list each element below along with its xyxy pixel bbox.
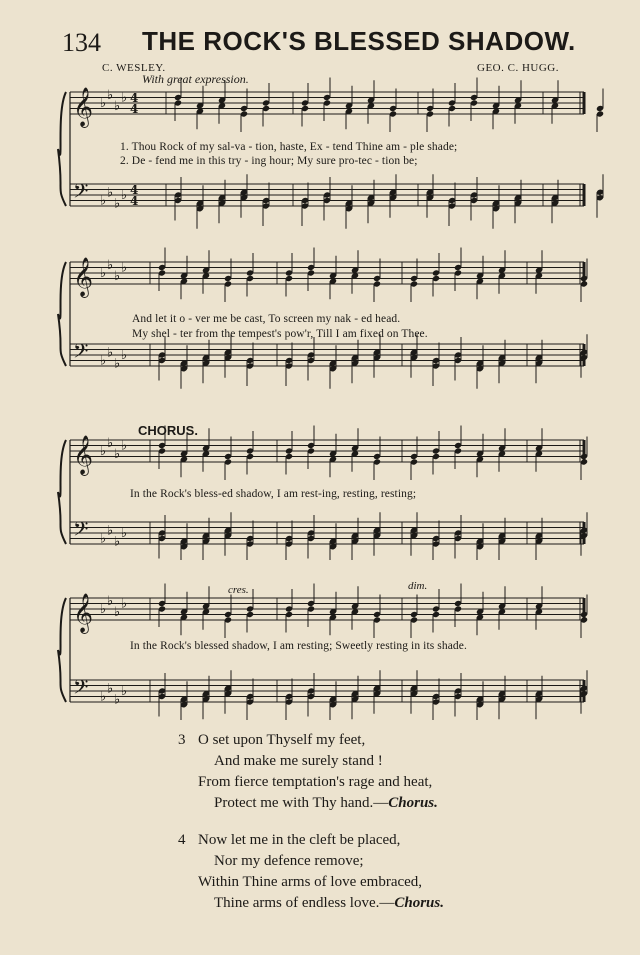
flat-icon: ♭ bbox=[100, 531, 107, 547]
lyric-line: 2. De - fend me in this try - ing hour; My sure pro-tec - tion be; bbox=[120, 155, 418, 167]
treble-clef-icon: 𝄞 bbox=[73, 435, 94, 475]
treble-clef-icon: 𝄞 bbox=[73, 593, 94, 633]
flat-icon: ♭ bbox=[100, 193, 107, 209]
page-number: 134 bbox=[62, 28, 101, 57]
flat-icon: ♭ bbox=[100, 353, 107, 369]
lyric-line: My shel - ter from the tempest's pow'r, Till I am fixed on Thee. bbox=[132, 328, 428, 340]
bass-clef-icon: 𝄢 bbox=[73, 675, 89, 704]
flat-icon: ♭ bbox=[121, 260, 128, 276]
verse-line: And make me surely stand ! bbox=[214, 753, 383, 769]
flat-icon: ♭ bbox=[114, 268, 121, 284]
bass-clef-icon: 𝄢 bbox=[73, 339, 89, 368]
verse-number: 4 bbox=[178, 832, 186, 848]
flat-icon: ♭ bbox=[100, 266, 107, 281]
flat-icon: ♭ bbox=[114, 98, 121, 114]
flat-icon: ♭ bbox=[107, 435, 114, 451]
chorus-reference: Chorus. bbox=[394, 895, 444, 911]
time-signature-top: 4 bbox=[130, 91, 139, 105]
brace bbox=[58, 598, 66, 702]
flat-icon: ♭ bbox=[100, 602, 107, 617]
flat-icon: ♭ bbox=[121, 684, 128, 699]
flat-icon: ♭ bbox=[107, 185, 114, 201]
flat-icon: ♭ bbox=[114, 534, 121, 550]
treble-clef-icon: 𝄞 bbox=[73, 257, 94, 297]
flat-icon: ♭ bbox=[121, 188, 128, 203]
flat-icon: ♭ bbox=[100, 689, 107, 705]
lyric-line: In the Rock's bless-ed shadow, I am rest-ing, resting, resting; bbox=[130, 488, 417, 500]
flat-icon: ♭ bbox=[114, 692, 121, 708]
author-credit: C. WESLEY. bbox=[102, 62, 166, 74]
flat-icon: ♭ bbox=[107, 681, 114, 697]
chorus-reference: Chorus. bbox=[388, 795, 438, 811]
flat-icon: ♭ bbox=[121, 596, 128, 612]
flat-icon: ♭ bbox=[121, 90, 128, 106]
lyric-line: In the Rock's blessed shadow, I am resting; Sweetly resting in its shade. bbox=[130, 640, 467, 652]
verse-line: From fierce temptation's rage and heat, bbox=[198, 774, 433, 790]
composer-credit: GEO. C. HUGG. bbox=[477, 62, 559, 74]
flat-icon: ♭ bbox=[121, 348, 128, 363]
crescendo-mark: cres. bbox=[228, 584, 249, 596]
verse-line: Thine arms of endless love.—Chorus. bbox=[214, 895, 444, 911]
flat-icon: ♭ bbox=[114, 356, 121, 372]
flat-icon: ♭ bbox=[114, 196, 121, 212]
time-signature-top: 4 bbox=[130, 183, 139, 197]
verse-3 bbox=[180, 730, 444, 814]
flat-icon: ♭ bbox=[100, 444, 107, 459]
bass-clef-icon: 𝄢 bbox=[73, 517, 89, 546]
flat-icon: ♭ bbox=[107, 523, 114, 539]
flat-icon: ♭ bbox=[114, 446, 121, 462]
verse-line: 4 Now let me in the cleft be placed, bbox=[180, 830, 444, 851]
verse-line: Within Thine arms of love embraced, bbox=[198, 874, 423, 890]
flat-icon: ♭ bbox=[100, 96, 107, 111]
verse-line: Nor my defence remove; bbox=[214, 853, 364, 869]
verse-number: 3 bbox=[178, 732, 186, 748]
hymn-title: THE ROCK'S BLESSED SHADOW. bbox=[142, 26, 576, 56]
treble-clef-icon: 𝄞 bbox=[73, 87, 94, 127]
flat-icon: ♭ bbox=[121, 438, 128, 454]
chorus-label: CHORUS. bbox=[138, 423, 198, 438]
diminuendo-mark: dim. bbox=[408, 580, 428, 592]
flat-icon: ♭ bbox=[107, 593, 114, 609]
verse-line: Protect me with Thy hand.—Chorus. bbox=[214, 795, 438, 811]
flat-icon: ♭ bbox=[107, 87, 114, 103]
flat-icon: ♭ bbox=[107, 257, 114, 273]
time-signature-bottom: 4 bbox=[130, 194, 139, 208]
flat-icon: ♭ bbox=[114, 604, 121, 620]
verse-4 bbox=[180, 830, 444, 914]
verse-line: 3 O set upon Thyself my feet, bbox=[180, 730, 444, 751]
expression-mark: With great expression. bbox=[142, 72, 249, 86]
flat-icon: ♭ bbox=[107, 345, 114, 361]
bass-clef-icon: 𝄢 bbox=[73, 179, 89, 208]
flat-icon: ♭ bbox=[121, 526, 128, 541]
lyric-line: 1. Thou Rock of my sal-va - tion, haste, Ex - tend Thine am - ple shade; bbox=[120, 141, 458, 153]
additional-verses bbox=[180, 730, 444, 930]
time-signature-bottom: 4 bbox=[130, 102, 139, 116]
lyric-line: And let it o - ver me be cast, To screen my nak - ed head. bbox=[132, 313, 401, 325]
